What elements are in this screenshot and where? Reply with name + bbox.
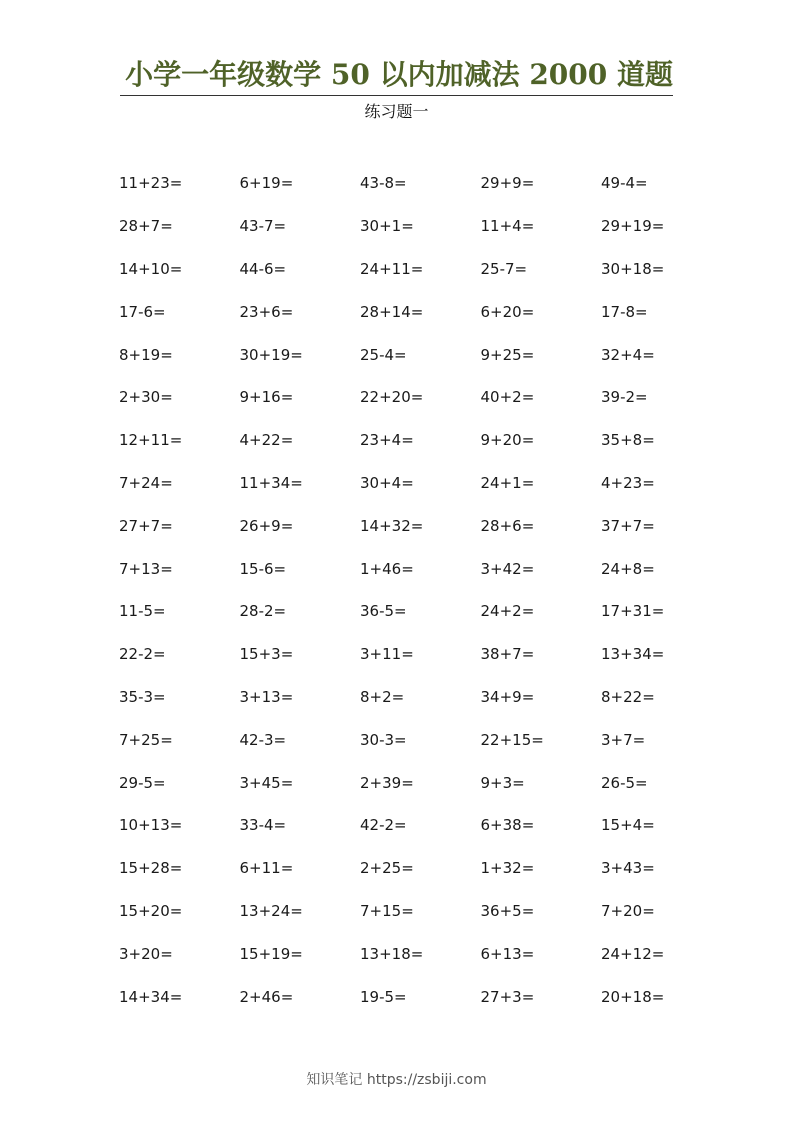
math-problem: 17+31=	[601, 602, 665, 621]
math-problem: 15+19=	[239, 944, 303, 963]
math-problem: 14+34=	[119, 987, 183, 1006]
exercise-subtitle: 练习题一	[364, 102, 429, 121]
problem-row	[119, 462, 719, 505]
math-problem: 11-5=	[119, 602, 166, 621]
math-problem: 2+46=	[239, 987, 294, 1006]
math-problem: 13+18=	[360, 944, 424, 963]
math-problem: 35+8=	[601, 431, 655, 450]
math-problem: 4+23=	[601, 473, 655, 492]
math-problem: 11+34=	[239, 473, 303, 492]
problem-row	[119, 761, 719, 804]
math-problem: 34+9=	[480, 687, 535, 706]
problem-row	[119, 419, 719, 462]
math-problem: 26+9=	[239, 516, 294, 535]
math-problem: 7+24=	[119, 473, 173, 492]
math-problem: 49-4=	[601, 174, 648, 193]
math-problem: 11+4=	[480, 217, 535, 236]
math-problem: 26-5=	[601, 773, 648, 792]
math-problem: 25-4=	[360, 345, 407, 364]
problem-row	[119, 676, 719, 719]
math-problem: 24+2=	[480, 602, 535, 621]
math-problem: 23+6=	[239, 302, 294, 321]
math-problem: 7+25=	[119, 730, 173, 749]
title-underline	[120, 95, 673, 96]
math-problem: 13+34=	[601, 645, 665, 664]
math-problem: 40+2=	[480, 388, 535, 407]
math-problem: 14+32=	[360, 516, 424, 535]
math-problem: 28+6=	[480, 516, 535, 535]
math-problem: 24+12=	[601, 944, 665, 963]
math-problem: 44-6=	[239, 259, 287, 278]
problem-row	[119, 890, 719, 933]
math-problem: 28+7=	[119, 217, 173, 236]
math-problem: 30+4=	[360, 473, 414, 492]
math-problem: 7+15=	[360, 901, 414, 920]
math-problem: 22+15=	[480, 730, 544, 749]
math-problem: 6+38=	[480, 816, 535, 835]
math-problem: 25-7=	[480, 259, 528, 278]
math-problem: 2+25=	[360, 859, 414, 878]
problem-row	[119, 975, 719, 1018]
math-problem: 17-6=	[119, 302, 166, 321]
math-problem: 6+19=	[239, 174, 294, 193]
math-problem: 3+42=	[480, 559, 535, 578]
math-problem: 3+45=	[239, 773, 294, 792]
math-problem: 6+13=	[480, 944, 535, 963]
math-problem: 3+43=	[601, 859, 655, 878]
page-title: 小学一年级数学 50 以内加减法 2000 道题	[125, 58, 673, 91]
problem-row	[119, 205, 719, 248]
math-problem: 30+1=	[360, 217, 414, 236]
math-problem: 42-3=	[239, 730, 287, 749]
math-problem: 9+25=	[480, 345, 535, 364]
problem-row	[119, 847, 719, 890]
math-problem: 1+32=	[480, 859, 535, 878]
math-problem: 38+7=	[480, 645, 535, 664]
math-problem: 27+3=	[480, 987, 535, 1006]
problem-row	[119, 547, 719, 590]
math-problem: 37+7=	[601, 516, 655, 535]
math-problem: 17-8=	[601, 302, 648, 321]
math-problem: 36+5=	[480, 901, 535, 920]
problem-row	[119, 932, 719, 975]
math-problem: 36-5=	[360, 602, 407, 621]
math-problem: 24+11=	[360, 259, 424, 278]
math-problem: 12+11=	[119, 431, 183, 450]
math-problem: 28-2=	[239, 602, 287, 621]
math-problem: 35-3=	[119, 687, 166, 706]
problem-row	[119, 333, 719, 376]
math-problem: 9+16=	[239, 388, 294, 407]
math-problem: 3+7=	[601, 730, 646, 749]
problem-row	[119, 248, 719, 291]
math-problem: 30-3=	[360, 730, 407, 749]
problem-row	[119, 590, 719, 633]
math-problem: 32+4=	[601, 345, 655, 364]
math-problem: 14+10=	[119, 259, 183, 278]
math-problem: 11+23=	[119, 174, 183, 193]
math-problem: 6+11=	[239, 859, 294, 878]
math-problem: 43-7=	[239, 217, 287, 236]
math-problem: 30+18=	[601, 259, 665, 278]
math-problem: 42-2=	[360, 816, 407, 835]
math-problem: 7+13=	[119, 559, 173, 578]
math-problem: 30+19=	[239, 345, 303, 364]
math-problem: 7+20=	[601, 901, 655, 920]
problem-row	[119, 290, 719, 333]
problem-row	[119, 504, 719, 547]
math-problem: 2+30=	[119, 388, 173, 407]
footer-watermark: 知识笔记 https://zsbiji.com	[306, 1072, 487, 1088]
problem-row	[119, 804, 719, 847]
math-problem: 22-2=	[119, 645, 166, 664]
math-problem: 20+18=	[601, 987, 665, 1006]
math-problem: 8+19=	[119, 345, 173, 364]
math-problem: 3+13=	[239, 687, 294, 706]
math-problem: 39-2=	[601, 388, 648, 407]
math-problem: 9+20=	[480, 431, 535, 450]
math-problem: 13+24=	[239, 901, 303, 920]
math-problem: 15+4=	[601, 816, 655, 835]
math-problem: 22+20=	[360, 388, 424, 407]
math-problem: 9+3=	[480, 773, 525, 792]
math-problem: 15+20=	[119, 901, 183, 920]
math-problem: 6+20=	[480, 302, 535, 321]
math-problem: 10+13=	[119, 816, 183, 835]
math-problem: 43-8=	[360, 174, 407, 193]
math-problem: 4+22=	[239, 431, 294, 450]
math-problem: 33-4=	[239, 816, 287, 835]
problem-row	[119, 633, 719, 676]
problem-row	[119, 376, 719, 419]
math-problem: 28+14=	[360, 302, 424, 321]
problem-row	[119, 718, 719, 761]
math-problem: 15-6=	[239, 559, 287, 578]
problem-grid	[119, 162, 719, 1018]
math-problem: 24+1=	[480, 473, 535, 492]
math-problem: 29-5=	[119, 773, 166, 792]
math-problem: 15+28=	[119, 859, 183, 878]
math-problem: 3+20=	[119, 944, 173, 963]
math-problem: 15+3=	[239, 645, 294, 664]
math-problem: 29+9=	[480, 174, 535, 193]
math-problem: 1+46=	[360, 559, 414, 578]
math-problem: 23+4=	[360, 431, 414, 450]
math-problem: 24+8=	[601, 559, 655, 578]
math-problem: 19-5=	[360, 987, 407, 1006]
math-problem: 29+19=	[601, 217, 665, 236]
math-problem: 8+22=	[601, 687, 655, 706]
math-problem: 2+39=	[360, 773, 414, 792]
math-problem: 8+2=	[360, 687, 405, 706]
math-problem: 3+11=	[360, 645, 414, 664]
problem-row	[119, 162, 719, 205]
math-problem: 27+7=	[119, 516, 173, 535]
